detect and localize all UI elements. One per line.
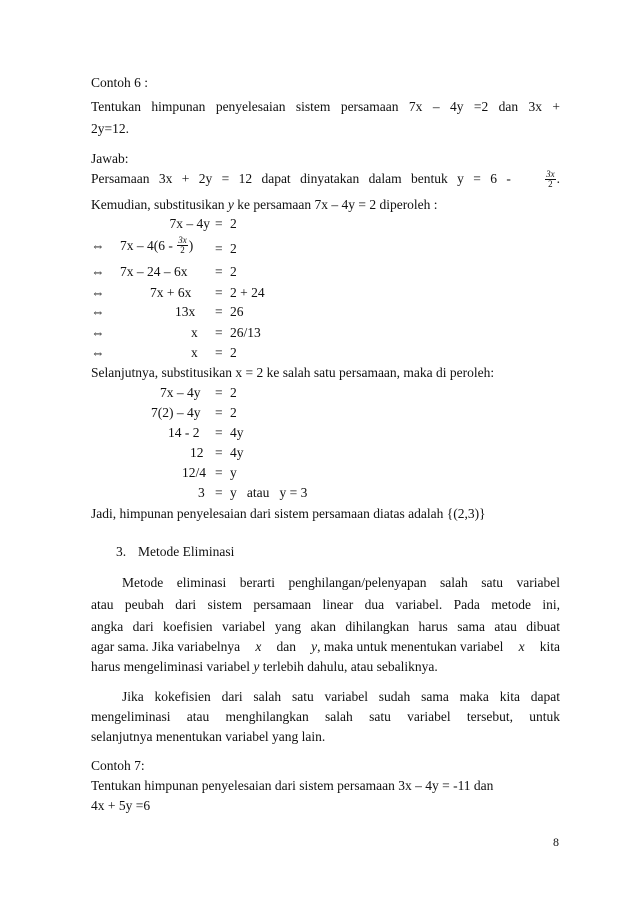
para2-line2: mengeliminasi atau menghilangkan salah satu variabel tersebut, untuk (91, 709, 560, 724)
contoh6-problem-line2: 2y=12. (91, 121, 129, 136)
sub-step-row: 3 = y atau y = 3 (198, 485, 308, 500)
iff-symbol: ⇔ (91, 304, 105, 319)
step2-row: ⇔ 7x – 4(6 - $\frac{3x}{2}$ ) = 2 (91, 235, 237, 256)
iff-symbol: ⇔ (91, 285, 105, 300)
contoh7-line2: 4x + 5y =6 (91, 798, 151, 813)
fraction: $\frac{3x}{2}$ (546, 169, 555, 190)
para1-line1: Metode eliminasi berarti penghilangan/pelenyapan salah satu variabel (122, 575, 560, 590)
jawab-label: Jawab: (91, 151, 129, 166)
sub-step-row: 7x – 4y = 2 (160, 385, 237, 400)
step3-row: ⇔ 7x – 24 – 6x = 2 (91, 264, 237, 279)
contoh6-title: Contoh 6 : (91, 75, 149, 90)
para2-line3: selanjutnya menentukan variabel yang lain. (91, 729, 326, 744)
iff-symbol: ⇔ (91, 264, 105, 279)
step6-row: ⇔ x = 26/13 (91, 325, 261, 340)
step1-row: 7x – 4y = 2 (169, 216, 237, 231)
jawab-line1-fraction: $\frac{3x}{2}$ . (546, 169, 560, 190)
step5-row: ⇔ 13x = 26 (91, 304, 244, 319)
contoh7-line1: Tentukan himpunan penyelesaian dari sistem persamaan 3x – 4y = -11 dan (91, 778, 494, 793)
section-title: Metode Eliminasi (138, 544, 235, 559)
para1-line4: agar sama. Jika variabelnya x dan y, maka untuk menentukan variabel x kita (91, 639, 560, 654)
jawab-line1-text: Persamaan 3x + 2y = 12 dapat dinyatakan dalam bentuk y = 6 - (91, 171, 511, 186)
step7-row: ⇔ x = 2 (91, 345, 237, 360)
para1-line3: angka dari koefisien variabel yang akan dihilangkan harus sama atau dibuat (91, 619, 560, 634)
para1-line5: harus mengeliminasi variabel y terlebih dahulu, atau sebaliknya. (91, 659, 438, 674)
page-number: 8 (553, 835, 559, 849)
contoh6-problem-line1: Tentukan himpunan penyelesaian sistem persamaan 7x – 4y =2 dan 3x + (91, 99, 560, 114)
sub-step-row: 12/4 = y (182, 465, 237, 480)
iff-symbol: ⇔ (91, 325, 105, 340)
para2-line1: Jika kokefisien dari salah satu variabel sudah sama maka kita dapat (122, 689, 560, 704)
jawab-line2: Kemudian, substitusikan y ke persamaan 7x – 4y = 2 diperoleh : (91, 197, 438, 212)
sub-step-row: 14 - 2 = 4y (168, 425, 244, 440)
para1-line2: atau peubah dari sistem persamaan linear dua variabel. Pada metode ini, (91, 597, 560, 612)
sub-step-row: 7(2) – 4y = 2 (151, 405, 237, 420)
fraction: $\frac{3x}{2}$ (178, 235, 187, 256)
jawab-line1 (91, 170, 560, 189)
iff-symbol: ⇔ (91, 238, 105, 253)
section-number: 3. (116, 544, 127, 559)
step4-row: ⇔ 7x + 6x = 2 + 24 (91, 285, 265, 300)
iff-symbol: ⇔ (91, 345, 105, 360)
sub-step-row: 12 = 4y (190, 445, 244, 460)
selanjutnya-text: Selanjutnya, substitusikan x = 2 ke salah satu persamaan, maka di peroleh: (91, 365, 495, 380)
jadi-conclusion: Jadi, himpunan penyelesaian dari sistem persamaan diatas adalah {(2,3)} (91, 506, 486, 521)
contoh7-title: Contoh 7: (91, 758, 145, 773)
